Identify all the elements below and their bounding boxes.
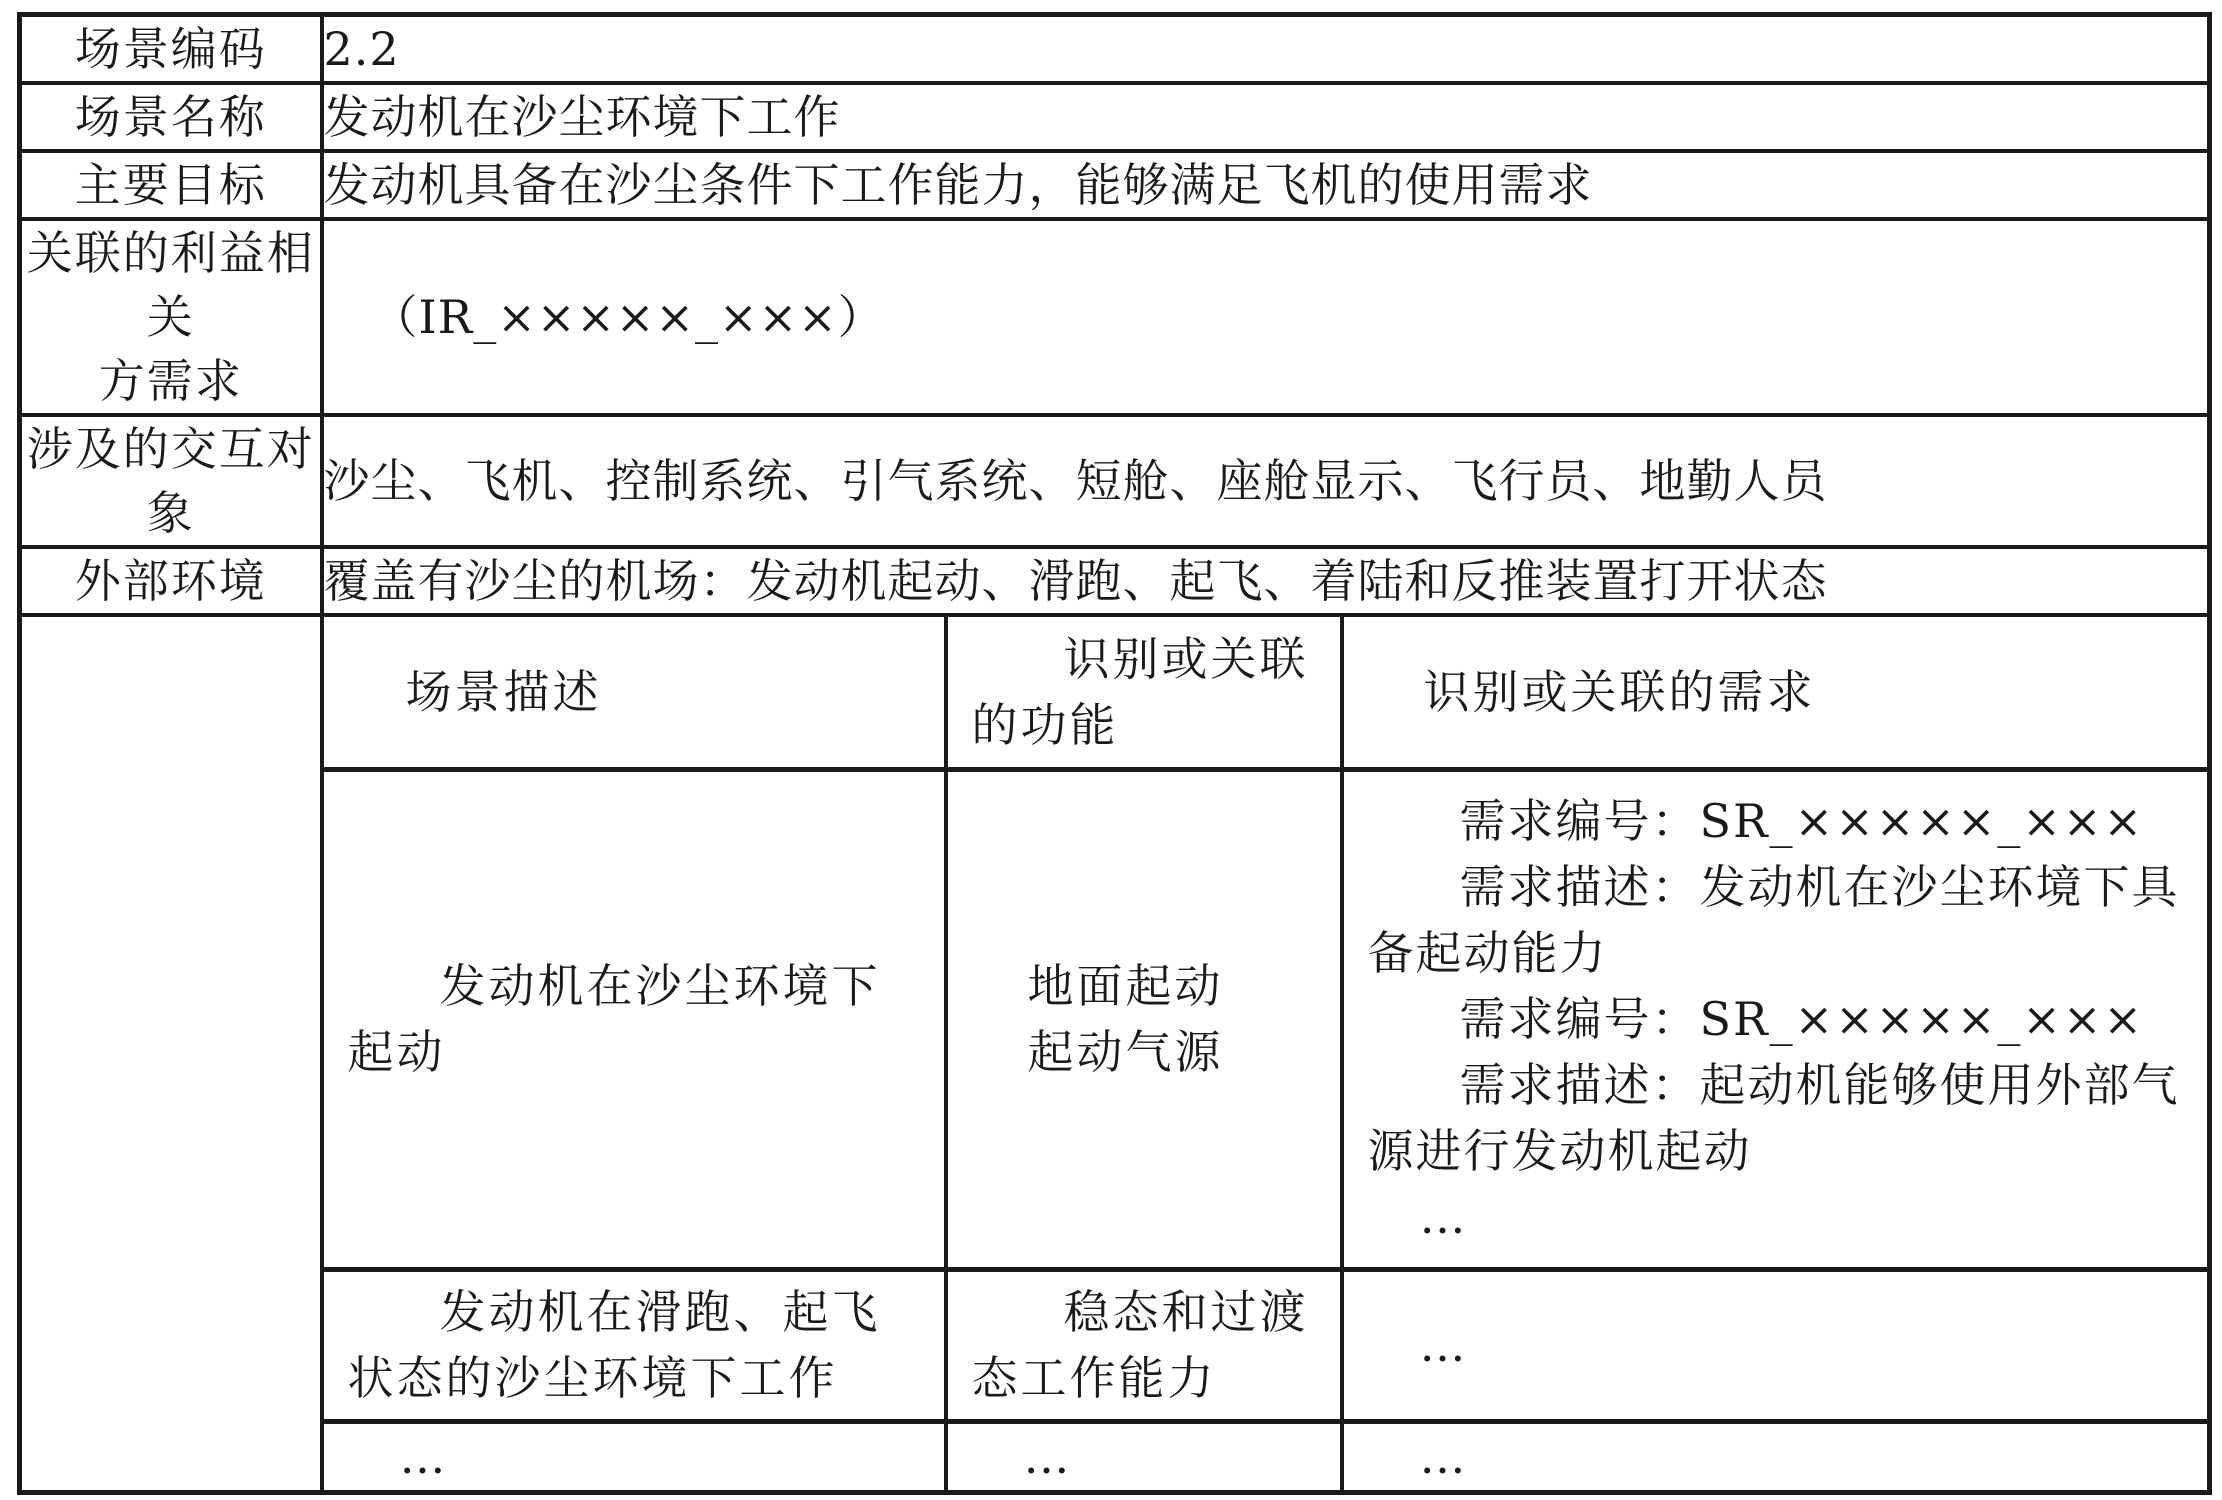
scene-name-value: 发动机在沙尘环境下工作: [323, 90, 841, 144]
value-cell: [322, 415, 2210, 547]
more-requirement-ellipsis: …: [1419, 1429, 1468, 1484]
more-description-ellipsis: …: [399, 1429, 448, 1484]
taxi-description-cell: [324, 1269, 946, 1421]
label-cell: [20, 415, 322, 547]
label-cell: [20, 151, 322, 219]
value-cell: [322, 151, 2210, 219]
taxi-requirement-ellipsis: …: [1419, 1318, 1468, 1372]
scenario-table: [17, 12, 2212, 1495]
startup-function-cell: [946, 769, 1342, 1269]
header-requirement-cell: [1342, 617, 2212, 769]
stakeholder-requirement-value: （IR_×××××_×××）: [371, 290, 885, 344]
header-scene-description: 场景描述: [405, 664, 602, 719]
value-cell: [322, 219, 2210, 415]
detail-row-startup: [324, 769, 2212, 1269]
scene-code-value: 2.2: [323, 22, 400, 76]
interaction-objects-value: 沙尘、飞机、控制系统、引气系统、短舱、座舱显示、飞行员、地勤人员: [323, 454, 1828, 508]
scene-code-label: 场景编码: [74, 22, 267, 76]
more-requirement-cell: [1342, 1421, 2212, 1490]
scenario-table-frame: [17, 12, 2207, 1486]
header-function-cell: [946, 617, 1342, 769]
external-environment-value: 覆盖有沙尘的机场：发动机起动、滑跑、起飞、着陆和反推装置打开状态: [323, 554, 1828, 608]
scene-name-label: 场景名称: [74, 90, 267, 144]
stakeholder-label-line2: 方需求: [98, 354, 243, 408]
row-scenario-details: [20, 615, 2210, 1492]
more-description-cell: [324, 1421, 946, 1490]
interaction-objects-label: 涉及的交互对象: [26, 422, 315, 540]
label-cell: [20, 15, 322, 84]
value-cell: [322, 15, 2210, 84]
startup-description: 发动机在沙尘环境下起动: [347, 959, 881, 1079]
main-goal-value: 发动机具备在沙尘条件下工作能力，能够满足飞机的使用需求: [323, 158, 1593, 212]
function-ground-start: 地面起动: [1027, 959, 1224, 1013]
row-scene-name: [20, 83, 2210, 151]
label-cell: [20, 83, 322, 151]
header-function: 识别或关联的功能: [971, 631, 1309, 752]
requirement-description-2: 需求描述：起动机能够使用外部气源进行发动机起动: [1367, 1058, 2180, 1178]
row-main-goal: [20, 151, 2210, 219]
row-external-environment: [20, 547, 2210, 615]
requirement-description-1: 需求描述：发动机在沙尘环境下具备起动能力: [1367, 860, 2180, 980]
value-cell: [322, 547, 2210, 615]
label-cell: [20, 219, 322, 415]
detail-row-more: [324, 1421, 2212, 1490]
nested-table-cell: [322, 615, 2210, 1492]
row-stakeholder-requirement: [20, 219, 2210, 415]
external-environment-label: 外部环境: [74, 554, 267, 608]
requirement-id-1: 需求编号：SR_×××××_×××: [1459, 794, 2144, 848]
row-scene-code: [20, 15, 2210, 84]
main-goal-label: 主要目标: [74, 158, 267, 212]
startup-requirement-cell: [1342, 769, 2212, 1269]
function-start-air-source: 起动气源: [1027, 1025, 1224, 1079]
taxi-function-cell: [946, 1269, 1342, 1421]
more-function-cell: [946, 1421, 1342, 1490]
row-interaction-objects: [20, 415, 2210, 547]
startup-description-cell: [324, 769, 946, 1269]
detail-row-taxi-takeoff: [324, 1269, 2212, 1421]
taxi-takeoff-description: 发动机在滑跑、起飞状态的沙尘环境下工作: [347, 1285, 881, 1405]
label-cell: [20, 547, 322, 615]
requirement-more: …: [1419, 1190, 1468, 1244]
taxi-requirement-cell: [1342, 1269, 2212, 1421]
scenario-detail-table: [324, 617, 2212, 1490]
stakeholder-label-line1: 关联的利益相关: [26, 226, 315, 344]
requirement-id-2: 需求编号：SR_×××××_×××: [1459, 992, 2144, 1046]
empty-label-cell: [20, 615, 322, 1492]
detail-header-row: [324, 617, 2212, 769]
header-requirement: 识别或关联的需求: [1423, 664, 1816, 719]
header-description-cell: [324, 617, 946, 769]
steady-transient-function: 稳态和过渡态工作能力: [971, 1285, 1309, 1405]
more-function-ellipsis: …: [1023, 1429, 1072, 1484]
value-cell: [322, 83, 2210, 151]
